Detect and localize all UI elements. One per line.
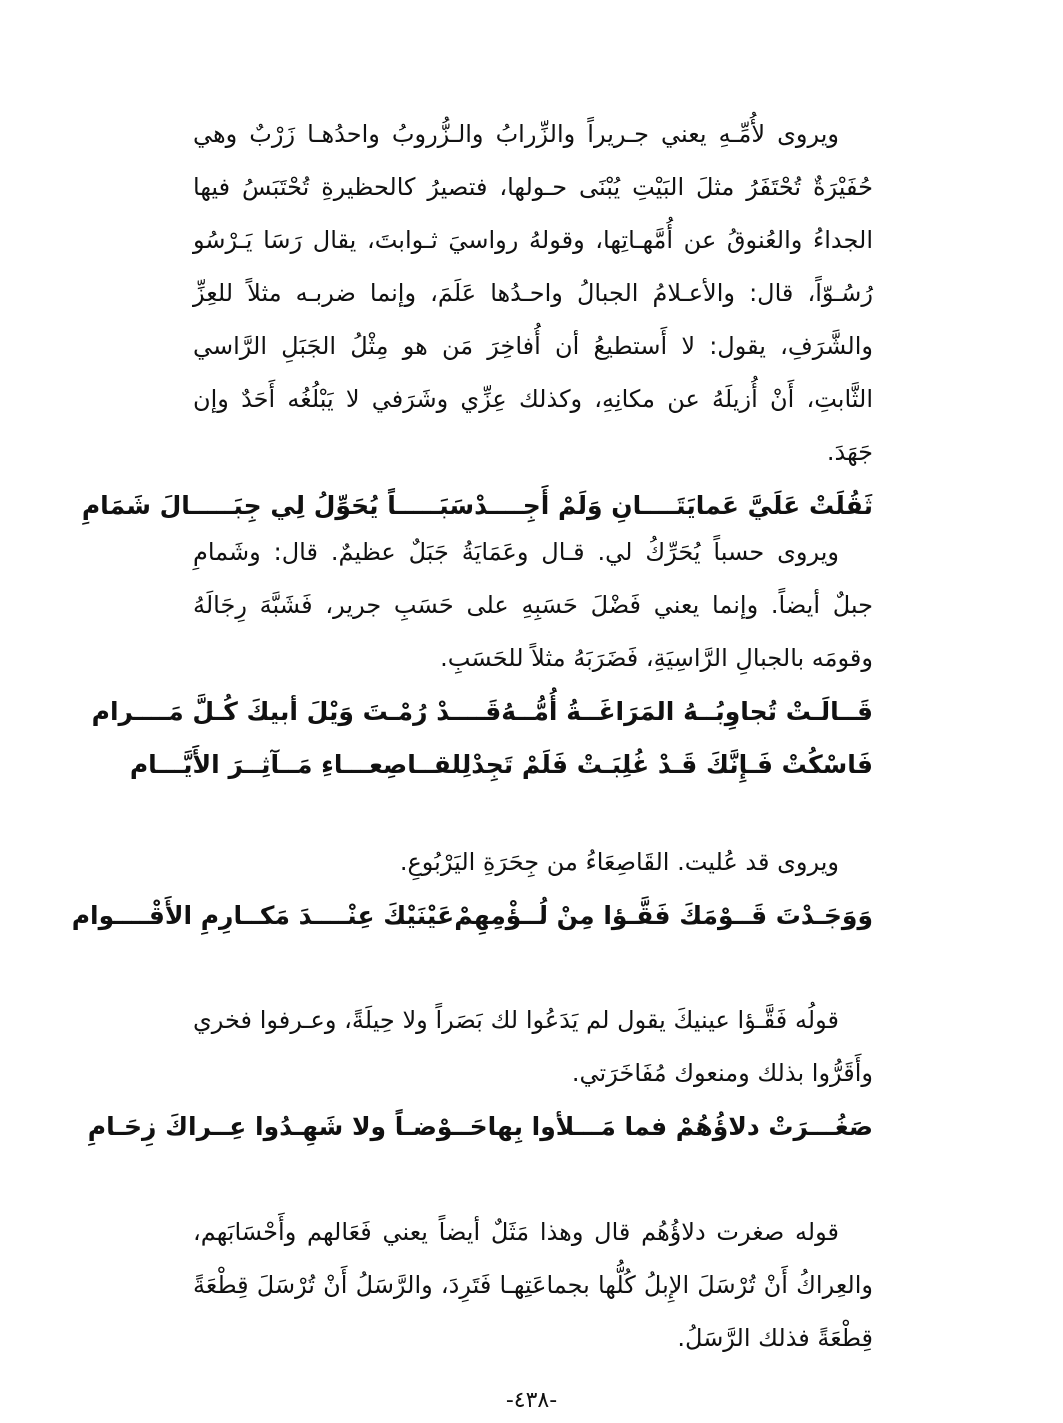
- paragraph-text: ويروى لأُمِّـهِ يعني جـريراً والزِّرابُ والـزُّروبُ واحدُهـا زَرْبٌ وهي حُفَيْرَةٌ تُحْتَفَرُ مثلَ البَيْتِ يُبْنَى حـولها، فتصيرُ كالحظيرةِ تُحْتَبَسُ فيها الجداءُ والعُنوقُ عن أُمَّهـاتِها، وقولهُ رواسيَ ثـوابتَ، يقال رَسَا يَـرْسُو رُسُـوّاً، قال: والأعـلامُ الجبالُ واحـدُها عَلَمَ، وإنما ضربـه مثلاً للعِزِّ والشَّرَفِ، يقول: لا أَستطيعُ أن أُفاخِرَ مَن هو مِثْلُ الجَبَلِ الرَّاسي الثَّابتِ، أَنْ أُزيلَهُ عن مكانِهِ، وكذلك عِزِّي وشَرَفي لا يَبْلُغُه أَحَدٌ وإن جَهَدَ.: [193, 120, 873, 466]
- verse-line: [87, 1100, 873, 1153]
- verse-line: [91, 685, 873, 738]
- verse-second-hemistich: سَبَـــــاً يُحَوِّلُ لِي جِبَـــــالَ شَمَامِ: [81, 491, 475, 520]
- commentary-paragraph-2: [193, 526, 873, 685]
- section-2: [91, 526, 873, 791]
- paragraph-text: ويروى قد عُليت. القَاصِعَاءُ من جِحَرَةِ اليَرْبُوعِ.: [399, 848, 839, 876]
- verse-group-2: [91, 685, 873, 791]
- page-number: -٤٣٨-: [505, 1388, 558, 1413]
- section-4: [87, 994, 873, 1153]
- paragraph-text: قولُه فَقَّـؤا عينيكَ يقول لم يَدَعُوا لك بَصَراً ولا حِيلَةً، وعـرفوا فخري وأَقَرُّوا بذلك ومنعوك مُفَاخَرَتي.: [193, 1006, 873, 1087]
- section-3: [71, 836, 873, 942]
- commentary-paragraph-4: [193, 994, 873, 1100]
- section-5: [193, 1206, 873, 1365]
- verse-second-hemistich: حَــوْضـاً ولا شَهِـدُوا عِــراكَ زِحَـامِ: [87, 1112, 488, 1141]
- verse-first-hemistich: وَوَجَـدْتَ قَــوْمَكَ فَقَّـؤا مِنْ لُــؤْمِهِمْ: [454, 901, 873, 930]
- paragraph-text: ويروى حسباً يُحَرِّكُ لي. قـال وعَمَايَةُ جَبَلٌ عظيمٌ. قال: وشَمامِ جبلٌ أيضاً. وإنما يعني فَضْلَ حَسَبِهِ على حَسَبِ جرير، فَشَبَّهَ رِجَالَهُ وقومَه بالجبالِ الرَّاسِيَةِ، فَضَرَبَهُ مثلاً للحَسَبِ.: [193, 538, 873, 672]
- verse-group-4: [87, 1100, 873, 1153]
- commentary-paragraph-3: [193, 836, 873, 889]
- verse-first-hemistich: قَــالَـتْ تُجاوِبُــهُ المَرَاغَــةُ أُمُّــهُ: [501, 697, 873, 726]
- commentary-paragraph-1: [193, 108, 873, 479]
- verse-line: [71, 889, 873, 942]
- verse-second-hemistich: قَــــدْ رُمْـتَ وَيْلَ أبيكَ كُـلَّ مَــــرام: [91, 697, 502, 726]
- verse-line: [129, 738, 873, 791]
- commentary-paragraph-5: [193, 1206, 873, 1365]
- verse-first-hemistich: فَاسْكُتْ فَـإِنَّكَ قَـدْ غُلِبَـتْ فَلَمْ تَجِدْ: [471, 750, 873, 779]
- paragraph-text: قوله صغرت دلاؤُهُم قال وهذا مَثَلٌ أيضاً يعني فَعَالهم وأَحْسَابَهم، والعِراكُ أَنْ تُرْسَلَ الإِبلُ كُلُّها بجماعَتِهـا فَتَرِدَ، والرَّسَلُ أَنْ تُرْسَلَ قِطْعَةً قِطْعَةً فذلك الرَّسَلُ.: [193, 1218, 873, 1352]
- section-1: [81, 108, 873, 532]
- verse-second-hemistich: لِلقــاصِعـــاءِ مَــآثِــرَ الأَيَّـــام: [129, 750, 472, 779]
- verse-group-3: [71, 889, 873, 942]
- verse-line: [81, 479, 873, 532]
- verse-second-hemistich: عَيْنَيْكَ عِنْــــدَ مَكــارِمِ الأَقْــــوام: [71, 901, 455, 930]
- verse-first-hemistich: صَغُـــرَتْ دلاؤُهُمْ فما مَـــلأوا بِها: [487, 1112, 873, 1141]
- verse-group-1: [81, 479, 873, 532]
- verse-first-hemistich: ثَقُلَتْ عَلَيَّ عَمايَتَــــانِ وَلَمْ أَجِــــدْ: [474, 491, 873, 520]
